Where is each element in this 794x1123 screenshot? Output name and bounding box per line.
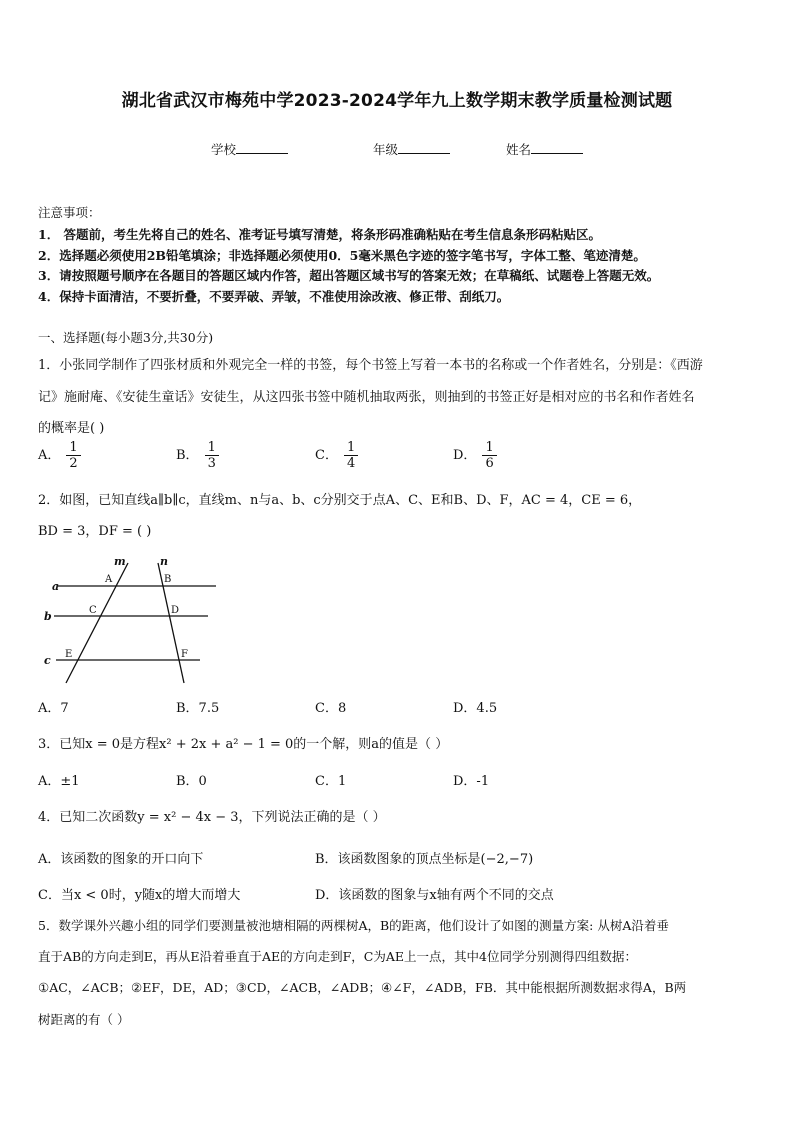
name-field [506, 140, 583, 158]
q4-option-c[interactable]: C．当x < 0时，y随x的增大而增大 [38, 888, 241, 903]
q3-option-b[interactable]: B．0 [176, 774, 207, 789]
fraction [344, 440, 358, 471]
q1-option-b[interactable] [176, 440, 219, 471]
q5-text-line: ①AC，∠ACB；②EF，DE，AD；③CD，∠ACB，∠ADB；④∠F，∠ADB，FB．其中能根据所测数据求得A，B两 [38, 980, 687, 995]
notice-item: 2．选择题必须使用2B铅笔填涂；非选择题必须使用0．5毫米黑色字迹的签字笔书写，字体工整、笔迹清楚。 [38, 248, 646, 263]
notice-heading: 注意事项： [38, 205, 101, 220]
school-label: 学校 [211, 142, 237, 157]
label-B: B [164, 574, 172, 585]
denominator: 3 [207, 456, 216, 471]
q3-option-c[interactable]: C．1 [315, 774, 347, 789]
numerator: 1 [482, 440, 496, 456]
option-label: C． [315, 448, 338, 463]
school-blank[interactable] [236, 141, 288, 154]
denominator: 4 [346, 456, 356, 471]
fraction [205, 440, 219, 471]
q1-option-a[interactable] [38, 440, 81, 471]
notice-item: 3．请按照题号顺序在各题目的答题区域内作答，超出答题区域书写的答案无效；在草稿纸、试题卷上答题无效。 [38, 268, 660, 283]
q3-text-line: 3．已知x = 0是方程x² + 2x + a² − 1 = 0的一个解，则a的值是（ ） [38, 737, 449, 752]
parallel-lines-figure [40, 555, 220, 690]
q3-option-d[interactable]: D．-1 [453, 774, 490, 789]
q1-option-d[interactable] [453, 440, 497, 471]
q1-text-line: 记》施耐庵、《安徒生童话》安徒生，从这四张书签中随机抽取两张，则抽到的书签正好是相对应的书名和作者姓名 [38, 390, 695, 405]
school-field [211, 140, 288, 158]
label-C: C [89, 605, 97, 616]
q2-option-a[interactable]: A．7 [38, 701, 69, 716]
fraction [482, 440, 496, 471]
q4-text-line: 4．已知二次函数y = x² − 4x − 3，下列说法正确的是（ ） [38, 810, 386, 825]
q1-text-line: 的概率是( ) [38, 421, 105, 436]
q4-option-d[interactable]: D．该函数的图象与x轴有两个不同的交点 [315, 888, 554, 903]
grade-blank[interactable] [398, 141, 450, 154]
grade-field [373, 140, 450, 158]
label-c: c [44, 654, 51, 667]
label-A: A [105, 574, 113, 585]
name-label: 姓名 [506, 142, 532, 157]
section-heading: 一、选择题(每小题3分,共30分) [38, 330, 214, 345]
option-label: B． [176, 448, 199, 463]
numerator: 1 [344, 440, 358, 456]
label-E: E [65, 649, 73, 660]
fraction [66, 440, 80, 471]
q2-option-c[interactable]: C．8 [315, 701, 347, 716]
label-n: n [160, 555, 168, 568]
notice-item: 1． 答题前，考生先将自己的姓名、准考证号填写清楚，将条形码准确粘贴在考生信息条形码粘贴区。 [38, 227, 602, 242]
q2-option-d[interactable]: D．4.5 [453, 701, 498, 716]
numerator: 1 [205, 440, 219, 456]
q5-text-line: 直于AB的方向走到E，再从E沿着垂直于AE的方向走到F，C为AE上一点，其中4位同学分别测得四组数据： [38, 949, 637, 964]
option-label: D． [453, 448, 477, 463]
numerator: 1 [66, 440, 80, 456]
label-a: a [52, 580, 60, 593]
line-m [66, 563, 128, 683]
label-F: F [181, 649, 188, 660]
q5-text-line: 树距离的有（ ） [38, 1012, 130, 1027]
q2-option-b[interactable]: B．7.5 [176, 701, 220, 716]
q1-text-line: 1．小张同学制作了四张材质和外观完全一样的书签，每个书签上写着一本书的名称或一个作者姓名，分别是：《西游 [38, 358, 703, 373]
q2-text-line: 2．如图，已知直线a∥b∥c，直线m、n与a、b、c分别交于点A、C、E和B、D、F，AC = 4，CE = 6， [38, 493, 642, 508]
grade-label: 年级 [373, 142, 399, 157]
denominator: 6 [485, 456, 494, 471]
q4-option-a[interactable]: A．该函数的图象的开口向下 [38, 852, 204, 867]
q5-text-line: 5．数学课外兴趣小组的同学们要测量被池塘相隔的两棵树A，B的距离，他们设计了如图的测量方案: 从树A沿着垂 [38, 918, 669, 933]
option-label: A． [38, 448, 61, 463]
label-m: m [114, 555, 126, 568]
page-title: 湖北省武汉市梅苑中学2023-2024学年九上数学期末教学质量检测试题 [121, 91, 673, 111]
label-b: b [44, 610, 52, 623]
notice-item: 4．保持卡面清洁，不要折叠，不要弄破、弄皱，不准使用涂改液、修正带、刮纸刀。 [38, 289, 510, 304]
label-D: D [171, 605, 180, 616]
q3-option-a[interactable]: A．±1 [38, 774, 80, 789]
q4-option-b[interactable]: B．该函数图象的顶点坐标是(−2,−7) [315, 852, 534, 867]
name-blank[interactable] [531, 141, 583, 154]
q2-text-line: BD = 3，DF = ( ) [38, 524, 152, 539]
denominator: 2 [69, 456, 78, 471]
q1-option-c[interactable] [315, 440, 358, 471]
